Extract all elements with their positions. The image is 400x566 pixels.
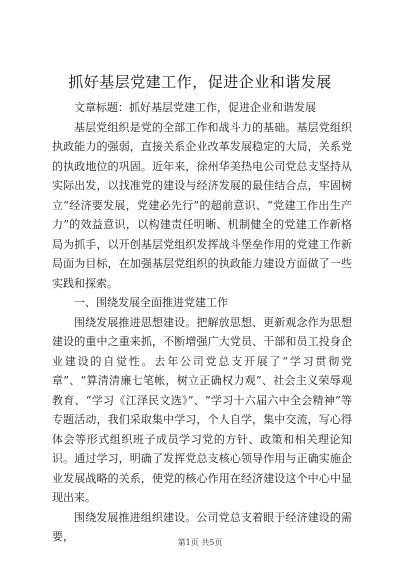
document-body: [52, 98, 352, 547]
thought-building-paragraph: 围绕发展推进思想建设。把解放思想、更新观念作为思想建设的重中之重来抓，不断增强广大党员、干部和员工投身企业建设的自觉性。去年公司党总支开展了“学习贯彻党章”、“算清清廉七笔帐，树立正确权力观”、社会主义荣辱观教育、“学习《江泽民文选》”、“学习十六届六中全会精神”等专题活动，我们采取集中学习，个人自学，集中交流，写心得体会等形式组织班子成员学习党的方针、政策和相关理论知识。通过学习，明确了发挥党总支核心领导作用与正确实施企业发展战略的关系，使党的核心作用在经济建设这个中心中显现出来。: [52, 315, 352, 504]
organization-building-paragraph: 围绕发展推进组织建设。公司党总支着眼于经济建设的需要，: [52, 510, 352, 543]
article-title-line: 文章标题：抓好基层党建工作，促进企业和谐发展: [74, 101, 316, 114]
page-number: 第1页 共5页: [177, 538, 223, 547]
document-title: 抓好基层党建工作，促进企业和谐发展: [68, 73, 332, 91]
section-heading: 一、围绕发展全面推进党建工作: [74, 296, 228, 309]
intro-paragraph: 基层党组织是党的全部工作和战斗力的基础。基层党组织执政能力的强弱，直接关系企业改革发展稳定的大局，关系党的执政地位的巩固。近年来，徐州华美热电公司党总支坚持从实际出发，以找准党的建设与经济发展的最佳结合点，牢固树立“经济要发展，党建必先行”的超前意识、“党建工作出生产力”的效益意识，以构建责任明晰、机制健全的党建工作新格局为抓手，以开创基层党组织发挥战斗堡垒作用的党建工作新局面为目标，在加强基层党组织的执政能力建设方面做了一些实践和探索。: [52, 120, 352, 290]
